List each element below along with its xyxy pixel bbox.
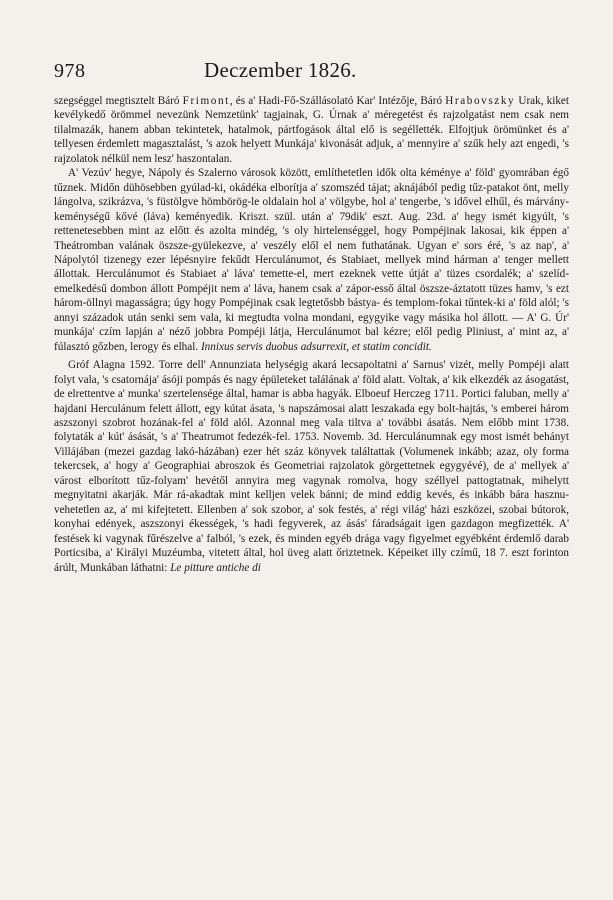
name-frimont: Frimont bbox=[182, 95, 230, 107]
italic-book-title: Le pitture antiche di bbox=[170, 561, 261, 574]
body-text bbox=[54, 94, 569, 575]
page-header bbox=[54, 58, 569, 94]
paragraph-3 bbox=[54, 358, 569, 575]
paragraph-3-text: Gróf Alagna 1592. Torre dell' Annunziata helységig akará lecsapoltatni a' Sarnus' vizét, melly Pompéji alatt folyt vala, 's csatornája' ásóji pompás és nagy épületeket találának a' föld alatt. Voltak, a' kik elkezdék az ásogatást, de elrettentve a' munka' szertelensége által, hamar is abba hagyák. Elboeuf Herczeg 1711. Portici faluban, melly a' hajdani Herculánum felett állott, egy kútat ásata, 's napszámosai alatt leszakada egy bolt-hajtás, 's emberei három aszszonyi szobrot hozának-fel a' föld alól. Azonnal meg vala tiltva a' további ásatás. Nem előbb mint 1738. folytaták a' kút' ásását, 's a' Theatrumot fedezék-fel. 1753. Novemb. 3d. Herculánumnak egy most ismét behányt Villájában (mezei gazdag lakó-házában) ezer hét száz könyvek találtattak (Volumenek inkább; azaz, oly forma tekercsek, a' hogy a' Geographiai abroszok és Geometriai rajzolatok görgettetnek egygyévé), de a' mellyek a' várost elborított tűz-folyam' hevétől annyira meg vagynak romolva, hogy széllyel pattogtatnak, mihelytt megnyitatni akarják. Már rá-akadtak mint kelljen velek bánni; de mind eddig kevés, és inkább bára hasznu-vehetetlen az, a' mi kifejtetett. Ellenben a' sok szobor, a' sok festés, a' régi világ' házi eszközei, szobai bútorok, konyhai edények, aszszonyi ékességek, 's hadi fegyverek, az ásás' fáradságait igen gazdagon megfizették. A' festések ki vagynak fűrészelve a' falból, 's ezek, és minden egyéb drága vagy figyelmet egyébként érdemlő darab Porticsiba, a' Királyi Muzéumba, vitetett által, hol üveg alatt őriztetnek. Képeiket illy czímű, 18 7. eszt forinton árúlt, Munkában láthatni: bbox=[54, 359, 569, 574]
page-number: 978 bbox=[54, 60, 86, 82]
paragraph-1-text-a: szegséggel megtisztelt Báró bbox=[54, 95, 183, 107]
running-title: Deczember 1826. bbox=[204, 58, 357, 82]
name-hrabovszky: Hrabovszky bbox=[445, 95, 516, 107]
paragraph-1-text-b: , és a' Hadi-Fő-Szállásolató Kar' Intézője, Báró bbox=[229, 95, 446, 107]
paragraph-1 bbox=[54, 94, 569, 166]
paragraph-2-text: A' Vezúv' hegye, Nápoly és Szalerno városok között, említhetetlen idők olta kéménye a' föld' gyomrában égő tűznek. Midőn dühösebben gyúlad-ki, okádéka elborítja a' szomszéd tájat; aknájából pedig tűz-patakot önt, melly lángolva, szikrázva, 's füstölgve hömbörög-le oldalain hol a' völgybe, hol a' tengerbe, 's idővel elhűl, és márvány-keménységű kővé (láva) keményedik. Kriszt. szül. után a' 79dik' eszt. Aug. 23d. a' hegy ismét kigyúlt, 's rettenetesebben mint az előtt és azolta mindég, 's oly hirtelenséggel, hogy Pompéjinak lakosai, kik éppen a' Theátromban valának öszsze-gyülekezve, a' veszély elől el nem futhatának. Ugyan e' sors éré, 's az nap', a' Nápolytól tizenegy ezer lépésnyire fekűdt Herculánumot, és Stabiaet, mellyek mind hárman a' tenger mellett állottak. Herculánumot és Stabiaet a' láva' temette-el, mert ezeknek vette útját a' tüzes csordalék; a' szelíd-emelkedésű dombon állott Pompéjit nem a' láva, hanem csak a' zápor-esső által öszsze-áztatott tüzes hamv, 's ezt három-öllnyi magasságra; úgy hogy Pompéjinak csak legtetősbb bástya- és templom-fokai tűntek-ki a' föld alól; 's annyi századok után senki sem vala, ki megtudta volna mondani, egygyike vagy másika hol állott. — A' G. Úr' munkája' czím lapján a' néző jobbra Pompéji látja, Herculánumot bal kézre; elől pedig Pliniust, a' mint az, a' fúlasztó gőzben, lerogy és elhal. bbox=[54, 167, 569, 353]
paragraph-2 bbox=[54, 166, 569, 354]
paragraph-1-text-c: Urak, kiket kevélykedő örömmel nevezünk Nemzetünk' tagjainak, G. Úrnak a' méregetést és rajzolgatást nem csak nem tilalmazák, hanem abban tekintetek, hatalmok, pártfogások által elő is segéllették. Elfojtjuk örömünket és a' tellyesen érdemlett magasztalást, 's azok helyett Munkája' kivonását adjuk, a' mennyire a' szűk hely azt engedi, 's rajzolatok nélkül nem lesz' haszontalan. bbox=[54, 95, 569, 165]
latin-quote: Innixus servis duobus adsurrexit, et statim concidit. bbox=[200, 340, 432, 353]
